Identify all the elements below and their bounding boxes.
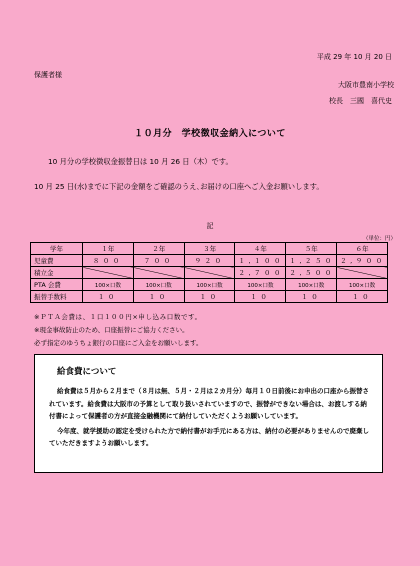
- table-cell: １０: [184, 291, 235, 303]
- pta-fee-note: ※ＰＴＡ会費は、１口１００円×申し込み口数です。: [34, 313, 202, 321]
- school-lunch-title: 給食費について: [57, 367, 117, 377]
- table-cell: １０: [337, 291, 388, 303]
- table-cell: 100×口数: [286, 279, 337, 291]
- table-cell: １,１００: [235, 255, 286, 267]
- table-header-cell: ６年: [337, 243, 388, 255]
- school-lunch-paragraph: 給食費は５月から２月まで（８月は無、５月・２月は２カ月分）毎月１０日前後にお申出の口座から振替されています。給食費は大阪市の予算として取り扱いされていますので、振替ができない場合は、お渡しする納付書によって保護者の方が直接金融機関にて納付していただくようお願いしています。: [49, 387, 369, 420]
- school-lunch-text: [49, 385, 373, 450]
- table-header-cell: ２年: [133, 243, 184, 255]
- table-cell: 100×口数: [235, 279, 286, 291]
- payment-date-paragraph: 10 月分の学校徴収金振替日は 10 月 26 日（木）です。: [48, 157, 233, 166]
- ki-heading: 記: [206, 222, 214, 230]
- table-row: [31, 279, 388, 291]
- table-row: [31, 291, 388, 303]
- school-name: 大阪市豊南小学校: [338, 81, 394, 89]
- table-cell: ９２０: [184, 255, 235, 267]
- table-cell: 100×口数: [83, 279, 134, 291]
- bank-account-note: 必ず指定のゆうちょ銀行の口座にご入金をお願いします。: [34, 339, 203, 347]
- row-label: PTA 会費: [31, 279, 83, 291]
- table-cell: １,２５０: [286, 255, 337, 267]
- table-cell: ２,５００: [286, 267, 337, 279]
- table-cell: 100×口数: [133, 279, 184, 291]
- page-title: １０月分 学校徴収金納入について: [134, 129, 286, 139]
- table-header-cell: ５年: [286, 243, 337, 255]
- table-row: [31, 255, 388, 267]
- empty-diagonal-cell: [337, 267, 388, 279]
- school-lunch-paragraph: 今年度、就学援助の認定を受けられた方で納付書がお手元にある方は、納付の必要がありませんので廃棄していただきますようお願いします。: [49, 426, 369, 447]
- row-label: 積立金: [31, 267, 83, 279]
- empty-diagonal-cell: [83, 267, 134, 279]
- table-row: [31, 267, 388, 279]
- unit-label: （単位：円）: [362, 236, 396, 242]
- date: 平成 29 年 10 月 20 日: [316, 53, 392, 61]
- table-cell: ２,９００: [337, 255, 388, 267]
- table-cell: ７００: [133, 255, 184, 267]
- empty-diagonal-cell: [133, 267, 184, 279]
- table-cell: 100×口数: [184, 279, 235, 291]
- table-cell: ２,７００: [235, 267, 286, 279]
- table-header-cell: ３年: [184, 243, 235, 255]
- addressee: 保護者様: [34, 71, 62, 79]
- table-cell: １０: [133, 291, 184, 303]
- table-header-cell: ４年: [235, 243, 286, 255]
- table-cell: １０: [235, 291, 286, 303]
- table-header-row: [31, 243, 388, 255]
- table-header-cell: １年: [83, 243, 134, 255]
- school-lunch-box: [34, 354, 383, 473]
- fee-table: [30, 242, 388, 303]
- row-label: 児童費: [31, 255, 83, 267]
- transfer-note: ※現金事故防止のため、口座振替にご協力ください。: [34, 326, 189, 334]
- table-header-cell: 学年: [31, 243, 83, 255]
- empty-diagonal-cell: [184, 267, 235, 279]
- table-cell: 100×口数: [337, 279, 388, 291]
- table-cell: １０: [83, 291, 134, 303]
- deposit-request-paragraph: 10 月 25 日(水)までに下記の金額をご確認のうえ､お届けの口座へご入金お願いします。: [34, 182, 324, 191]
- principal-name: 校長 三國 喜代史: [329, 97, 392, 105]
- table-cell: ８００: [83, 255, 134, 267]
- table-cell: １０: [286, 291, 337, 303]
- row-label: 振替手数料: [31, 291, 83, 303]
